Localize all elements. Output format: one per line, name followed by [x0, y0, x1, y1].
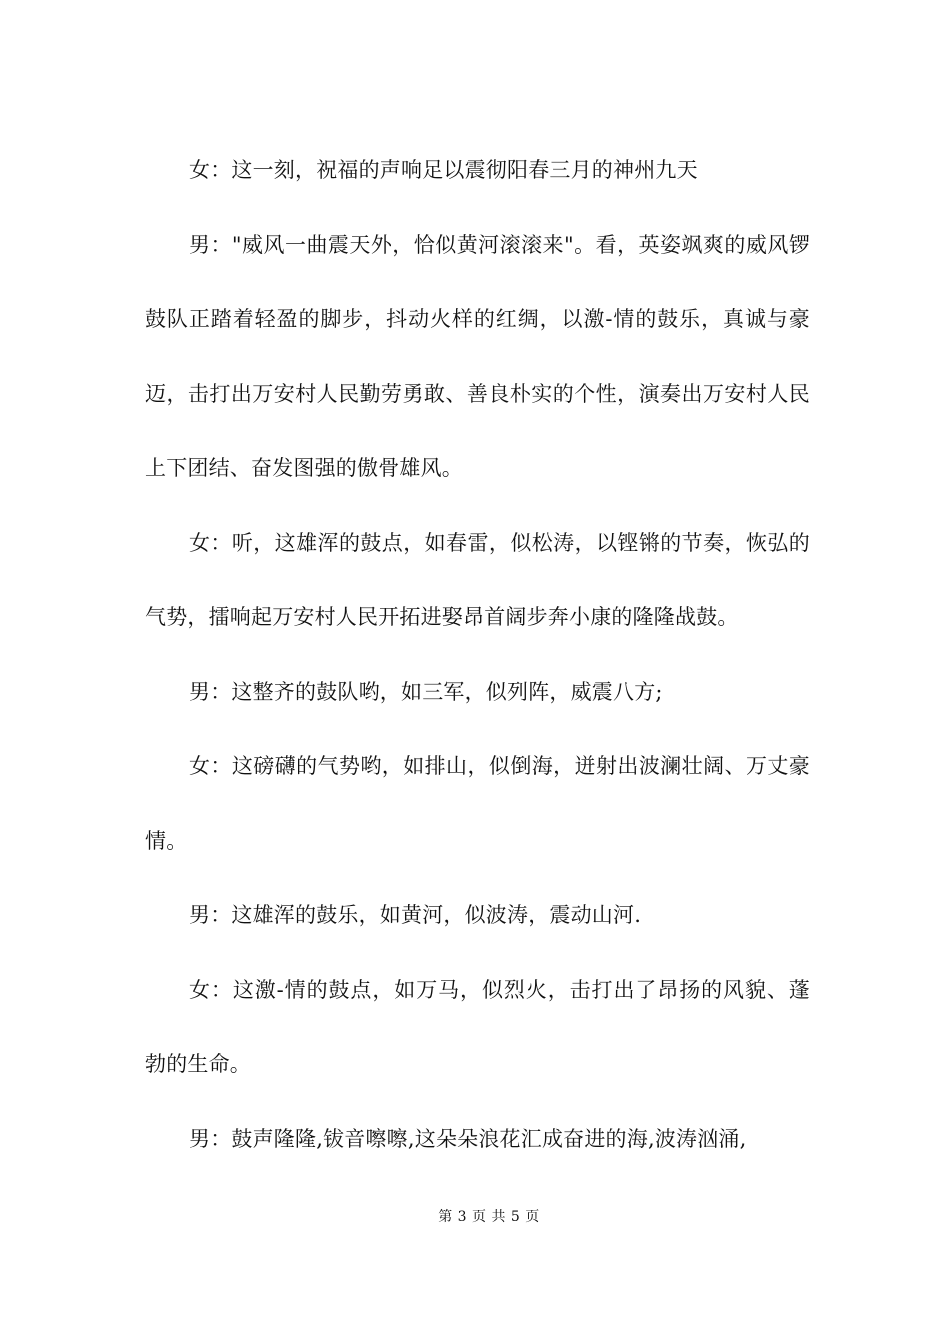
page-number-footer: 第 3 页 共 5 页 — [438, 1209, 540, 1225]
paragraph-8: 男：鼓声隆隆,钹音嚓嚓,这朵朵浪花汇成奋进的海,波涛汹涌, — [189, 1126, 747, 1151]
paragraph-7: 女：这激-情的鼓点，如万马，似烈火，击打出了昂扬的风貌、蓬勃的生命。 — [145, 977, 810, 1076]
document-body — [145, 133, 810, 1176]
paragraph-4: 男：这整齐的鼓队哟，如三军，似列阵，威震八方; — [189, 679, 663, 704]
paragraph-6: 男：这雄浑的鼓乐，如黄河，似波涛，震动山河. — [189, 903, 642, 927]
paragraph-5: 女：这磅礴的气势哟，如排山，似倒海，迸射出波澜壮阔、万丈豪情。 — [145, 754, 810, 853]
paragraph-3: 女：听，这雄浑的鼓点，如春雷，似松涛，以铿锵的节奏，恢弘的气势，擂响起万安村人民开拓进娶昂首阔步奔小康的隆隆战鼓。 — [145, 530, 810, 629]
paragraph-1: 女：这一刻，祝福的声响足以震彻阳春三月的神州九天 — [189, 158, 698, 182]
paragraph-2: 男："威风一曲震天外，恰似黄河滚滚来"。看，英姿飒爽的威风锣鼓队正踏着轻盈的脚步，抖动火样的红绸，以激-情的鼓乐，真诚与豪迈，击打出万安村人民勤劳勇敢、善良朴实的个性，演奏出万安村人民上下团结、奋发图强的傲骨雄风。 — [145, 232, 810, 480]
